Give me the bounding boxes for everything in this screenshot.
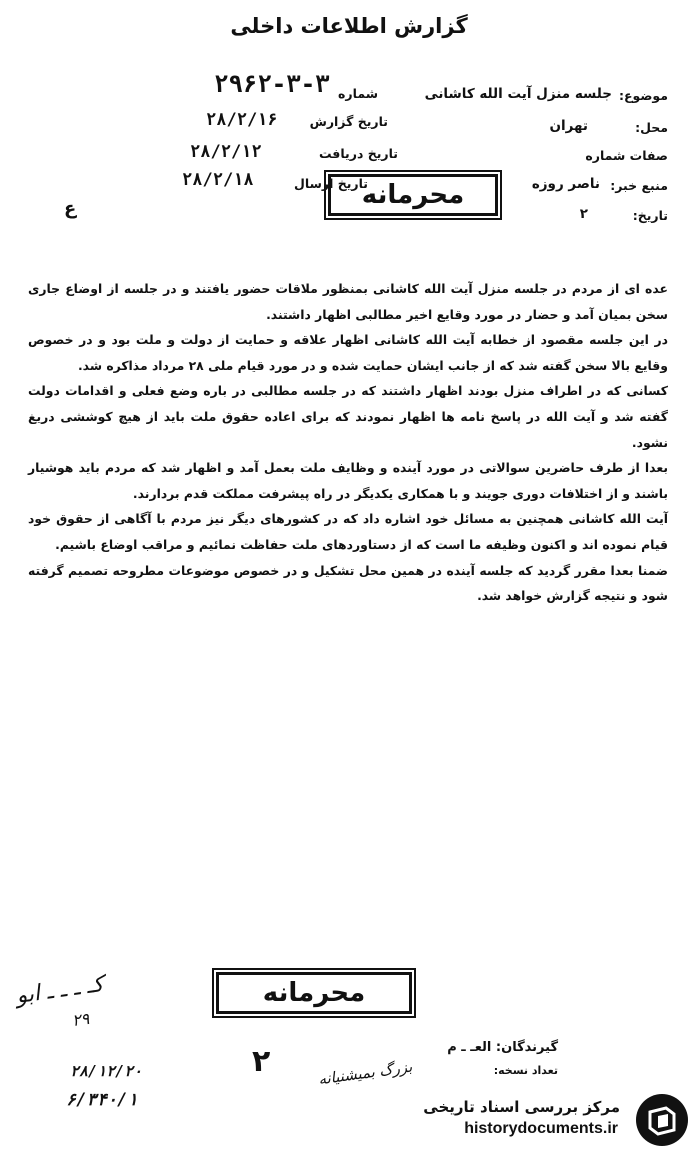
body-paragraph: ضمنا بعدا مقرر گردید که جلسه آینده در همین محل تشکیل و در خصوص موضوعات مطروحه تصمیم گرفته شود و نتیجه گزارش خواهد شد. [28, 562, 668, 604]
date-label: تاریخ: [632, 208, 668, 223]
confidential-stamp-bottom: محرمانه [216, 972, 412, 1014]
body-paragraph: عده ای از مردم در جلسه منزل آیت الله کاشانی بمنظور ملاقات حضور یافتند و در جلسه از اوضاع جاری سخن بمیان آمد و حضار در مورد وقایع اخیر مطالبی اظهار داشتند. [28, 281, 668, 322]
subject-value: جلسه منزل آیت الله کاشانی [424, 86, 612, 102]
copies-label: تعداد نسخه: [493, 1064, 558, 1077]
date-value: ۲ [579, 206, 588, 222]
source-value: ناصر روزه [531, 176, 600, 192]
receive-date-value: ۲۸/۲/۱۲ [190, 142, 262, 162]
body-paragraph: بعدا از طرف حاضرین سوالاتی در مورد آینده و وظایف ملت بعمل آمد و اظهار شد که مردم باید هوشیار باشند و از اختلافات دوری جویند و با همکاری یکدیگر در راه پیشرفت مملکت قدم بردارند. [28, 460, 668, 501]
body-paragraph: آیت الله کاشانی همچنین به مسائل خود اشاره داد که در کشورهای دیگر نیز مردم با آگاهی از حقوق خود قیام نموده اند و اکنون وظیفه ما است که از دستاوردهای ملت حفاظت نمائیم و مراقب اوضاع باشیم. [28, 511, 668, 552]
number-label: شماره [338, 86, 378, 101]
document-title: گزارش اطلاعات داخلی [230, 14, 468, 38]
source-label: منبع خبر: [610, 178, 668, 193]
report-date-value: ۲۸/۲/۱۶ [206, 110, 278, 130]
send-date-label: تاریخ ارسال [294, 176, 368, 191]
send-date-value: ۲۸/۲/۱۸ [182, 170, 254, 190]
watermark-url: historydocuments.ir [464, 1120, 618, 1137]
report-date-label: تاریخ گزارش [309, 114, 388, 129]
body-paragraph: در این جلسه مقصود از خطابه آیت الله کاشانی اظهار علاقه و حمایت از دولت و ملت بود و در خصوص وقایع بالا سخن گفته شد که از جانب ایشان حمایت شده و در مورد قیام ملی ۲۸ مرداد مذاکره شد. [28, 332, 668, 373]
report-body [28, 276, 668, 609]
signature-number: ۲۹ [70, 1008, 91, 1031]
bottom-number-1: ۲۸/۱۲/۲۰ [70, 1062, 143, 1080]
body-paragraph: کسانی که در اطراف منزل بودند اظهار داشتند که در جلسه مطالبی در باره وضع فعلی و اقدامات دولت گفته شد و آیت الله در پاسخ نامه ها اظهار نمودند که برای اعاده حقوق ملت باید از هیچ کوششی دریغ نشود. [28, 383, 668, 450]
bottom-mark: ۲ [252, 1044, 271, 1079]
subject-label: موضوع: [618, 88, 668, 103]
doc-count-label: صفات شماره [585, 148, 668, 163]
watermark-name: مرکز بررسی اسناد تاریخی [423, 1098, 620, 1116]
place-label: محل: [635, 120, 668, 135]
document-number: ۲۹۶۲-۳-۳ [214, 70, 330, 98]
archive-logo-icon [636, 1094, 688, 1146]
bottom-number-2: ۶/۳۴۰/۱ [66, 1090, 138, 1110]
left-mark: ع [64, 198, 77, 219]
handwritten-signature: کـ ـ ـ ـ ابو [14, 972, 106, 1009]
bottom-handwriting: بزرگ بمیشنیانه [317, 1057, 414, 1089]
recipients-label: گیرندگان: العـ ـ م [447, 1040, 558, 1055]
confidential-stamp-top: محرمانه [328, 174, 498, 216]
receive-date-label: تاریخ دریافت [318, 146, 398, 161]
place-value: تهران [549, 118, 588, 134]
